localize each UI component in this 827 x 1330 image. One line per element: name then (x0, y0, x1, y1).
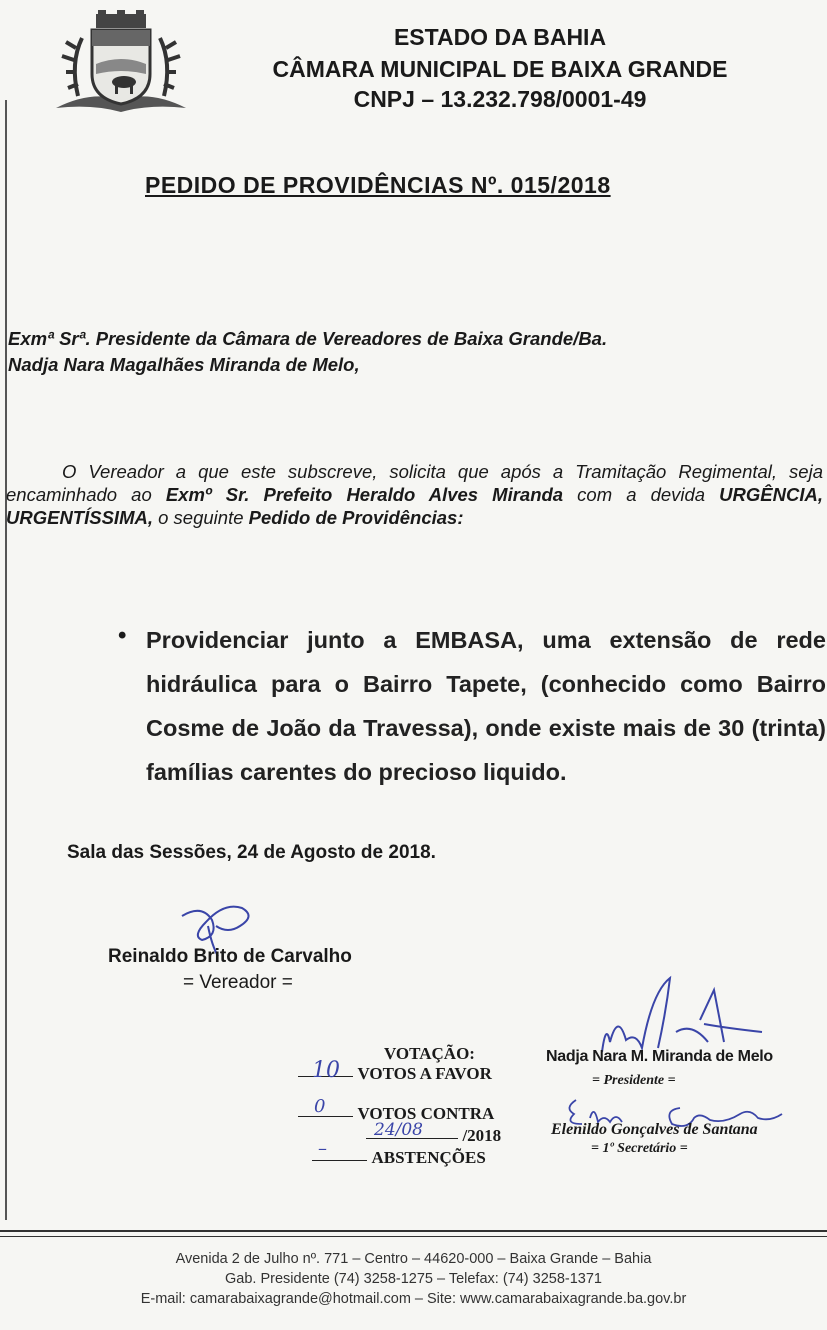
voting-date-year: /2018 (462, 1126, 502, 1145)
request-paragraph (6, 460, 823, 529)
para-text-2: com a devida (563, 484, 720, 505)
place-date: Sala das Sessões, 24 de Agosto de 2018. (67, 842, 436, 863)
votes-contra-value: 0 (314, 1096, 326, 1117)
secretary-name: Elenildo Gonçalves de Santana (551, 1121, 758, 1138)
para-request: Pedido de Providências: (248, 507, 464, 528)
president-role: = Presidente = (592, 1073, 676, 1088)
votes-contra-blank (298, 1115, 353, 1117)
header-cnpj: CNPJ – 13.232.798/0001-49 (353, 86, 647, 112)
para-mayor: Exmº Sr. Prefeito Heraldo Alves Miranda (165, 484, 564, 505)
votes-favor-value: 10 (312, 1058, 340, 1083)
president-name: Nadja Nara M. Miranda de Melo (546, 1048, 773, 1065)
para-text-3: o seguinte (152, 507, 249, 528)
votes-abstention-blank (312, 1159, 367, 1161)
document-title: PEDIDO DE PROVIDÊNCIAS Nº. 015/2018 (145, 172, 611, 198)
councillor-role: = Vereador = (183, 972, 293, 993)
votes-abstention-row (312, 1138, 486, 1168)
request-item: Providenciar junto a EMBASA, uma extensão de rede hidráulica para o Bairro Tapete, (conhecido como Bairro Cosme de João da Travessa), onde existe mais de 30 (trinta) famílias carentes do precioso liquido. (146, 627, 826, 785)
votes-abstention-value: – (318, 1138, 327, 1159)
footer-contact: E-mail: camarabaixagrande@hotmail.com – Site: www.camarabaixagrande.ba.gov.br (140, 1291, 687, 1307)
margin-rule (5, 100, 7, 1220)
votes-favor-label: VOTOS A FAVOR (357, 1064, 492, 1083)
votes-abstention-label: ABSTENÇÕES (371, 1148, 486, 1167)
votes-contra-label: VOTOS CONTRA (357, 1104, 495, 1123)
footer-phone: Gab. Presidente (74) 3258-1275 – Telefax: (74) 3258-1371 (225, 1271, 602, 1287)
municipal-coat-of-arms (52, 8, 190, 118)
voting-date-hand: 24/08 (374, 1120, 423, 1140)
footer-rule-1 (0, 1230, 827, 1232)
addressee-line-2: Nadja Nara Magalhães Miranda de Melo, (8, 354, 360, 375)
votes-favor-row (298, 1058, 492, 1084)
addressee-line-1: Exmª Srª. Presidente da Câmara de Vereadores de Baixa Grande/Ba. (8, 328, 608, 349)
header-chamber: CÂMARA MUNICIPAL DE BAIXA GRANDE (272, 56, 728, 82)
voting-heading: VOTAÇÃO: (384, 1044, 475, 1063)
bullet-marker: • (118, 622, 127, 649)
para-text-1: O Vereador a que este subscreve, solicita que após a Tramitação Regimental, seja encaminhado ao (6, 461, 823, 505)
voting-date-row (366, 1120, 502, 1146)
councillor-name: Reinaldo Brito de Carvalho (108, 946, 352, 967)
header-state: ESTADO DA BAHIA (393, 24, 607, 50)
footer-address: Avenida 2 de Julho nº. 771 – Centro – 44620-000 – Baixa Grande – Bahia (175, 1251, 652, 1267)
secretary-role: = 1º Secretário = (591, 1141, 688, 1156)
para-urgency: URGÊNCIA, URGENTÍSSIMA, (6, 484, 823, 528)
footer-rule-2 (0, 1236, 827, 1237)
